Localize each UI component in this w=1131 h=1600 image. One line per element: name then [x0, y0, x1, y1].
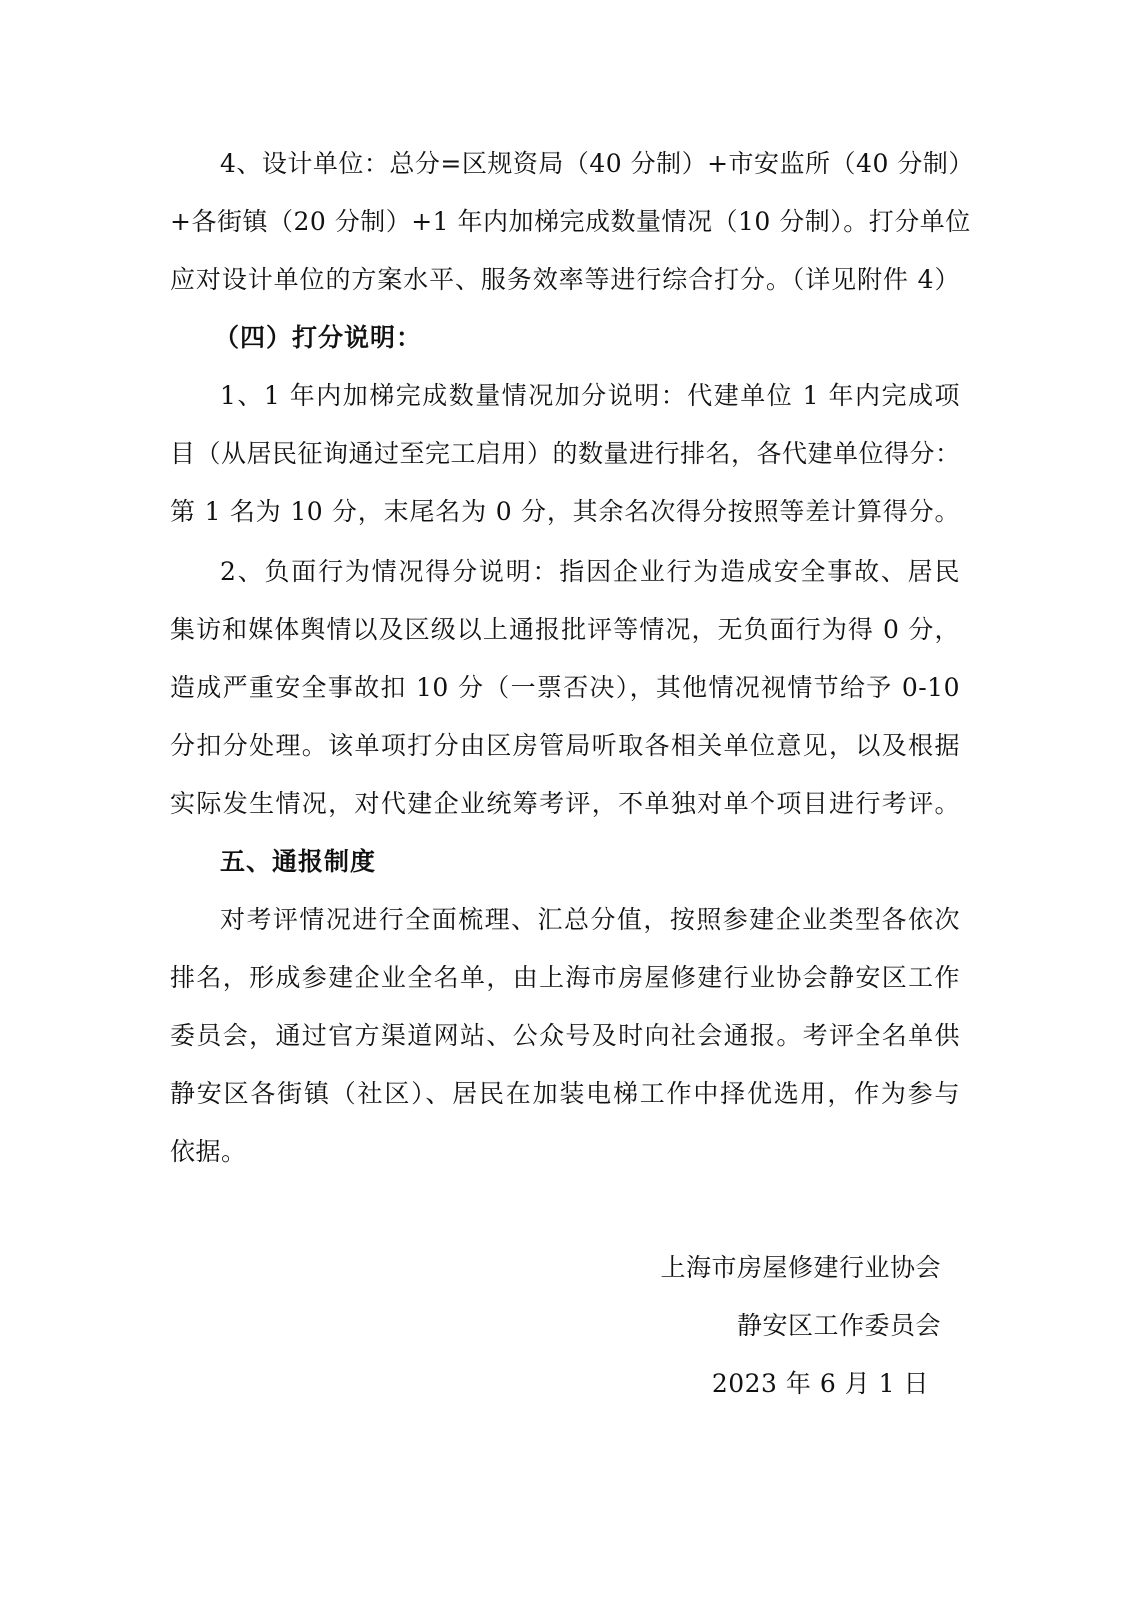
signature-org-line-1: 上海市房屋修建行业协会	[660, 1253, 941, 1282]
scoring-heading: （四）打分说明：	[214, 323, 423, 352]
scoring-item2-line-2: 集访和媒体舆情以及区级以上通报批评等情况，无负面行为得 0 分，	[170, 615, 960, 644]
design-line-2: +各街镇（20 分制）+1 年内加梯完成数量情况（10 分制）。打分单位	[170, 207, 971, 236]
scoring-item1-line-2: 目（从居民征询通过至完工启用）的数量进行排名，各代建单位得分：	[170, 439, 961, 468]
scoring-item1-line-3: 第 1 名为 10 分，末尾名为 0 分，其余名次得分按照等差计算得分。	[170, 497, 960, 526]
scoring-item1-line-1: 1、1 年内加梯完成数量情况加分说明：代建单位 1 年内完成项	[220, 381, 960, 410]
scoring-item2-line-4: 分扣分处理。该单项打分由区房管局听取各相关单位意见，以及根据	[170, 731, 960, 760]
design-line-3: 应对设计单位的方案水平、服务效率等进行综合打分。（详见附件 4）	[170, 265, 960, 294]
signature-date: 2023 年 6 月 1 日	[711, 1369, 929, 1398]
scoring-item2-line-5: 实际发生情况，对代建企业统筹考评，不单独对单个项目进行考评。	[170, 789, 960, 818]
notice-line-4: 静安区各街镇（社区）、居民在加装电梯工作中择优选用，作为参与	[170, 1079, 960, 1108]
scoring-item2-line-3: 造成严重安全事故扣 10 分（一票否决），其他情况视情节给予 0-10	[170, 673, 960, 702]
notice-line-3: 委员会，通过官方渠道网站、公众号及时向社会通报。考评全名单供	[170, 1021, 960, 1050]
scoring-item2-line-1: 2、负面行为情况得分说明：指因企业行为造成安全事故、居民	[220, 557, 960, 586]
notice-line-1: 对考评情况进行全面梳理、汇总分值，按照参建企业类型各依次	[220, 905, 960, 934]
notice-line-2: 排名，形成参建企业全名单，由上海市房屋修建行业协会静安区工作	[170, 963, 960, 992]
notice-heading: 五、通报制度	[220, 847, 377, 876]
notice-line-5: 依据。	[170, 1137, 247, 1166]
design-line-1: 4、设计单位：总分=区规资局（40 分制）+市安监所（40 分制）	[220, 149, 974, 178]
signature-org-line-2: 静安区工作委员会	[736, 1311, 941, 1340]
